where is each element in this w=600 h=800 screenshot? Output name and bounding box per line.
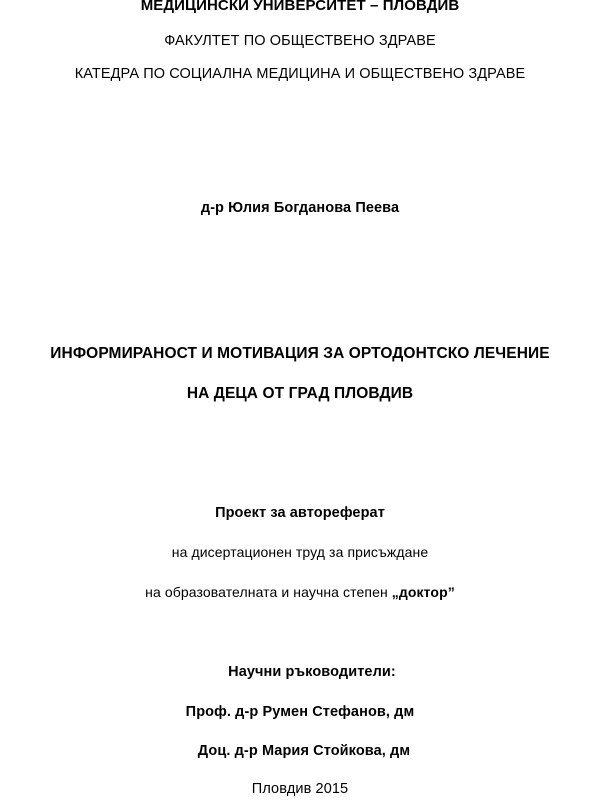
degree-name: „доктор” xyxy=(391,584,455,600)
supervisors-heading: Научни ръководители: xyxy=(228,664,396,680)
faculty-name: ФАКУЛТЕТ ПО ОБЩЕСТВЕНО ЗДРАВЕ xyxy=(164,33,436,49)
supervisor-name: Проф. д-р Румен Стефанов, дм xyxy=(185,704,415,720)
department-name: КАТЕДРА ПО СОЦИАЛНА МЕДИЦИНА И ОБЩЕСТВЕНО ЗДРАВЕ xyxy=(74,66,526,82)
place-and-year: Пловдив 2015 xyxy=(251,781,349,797)
author-name: д-р Юлия Богданова Пеева xyxy=(200,200,400,216)
project-description-line-1: на дисертационен труд за присъждане xyxy=(171,544,429,560)
supervisor-name: Доц. д-р Мария Стойкова, дм xyxy=(197,743,411,759)
project-description-line-2 xyxy=(0,585,600,599)
project-heading: Проект за автореферат xyxy=(215,505,385,521)
dissertation-title-line-2: НА ДЕЦА ОТ ГРАД ПЛОВДИВ xyxy=(186,385,414,402)
degree-prefix-text: на образователната и научна степен xyxy=(145,584,392,600)
dissertation-title-line-1: ИНФОРМИРАНОСТ И МОТИВАЦИЯ ЗА ОРТОДОНТСКО ЛЕЧЕНИЕ xyxy=(50,345,550,362)
university-name: МЕДИЦИНСКИ УНИВЕРСИТЕТ – ПЛОВДИВ xyxy=(140,0,460,14)
